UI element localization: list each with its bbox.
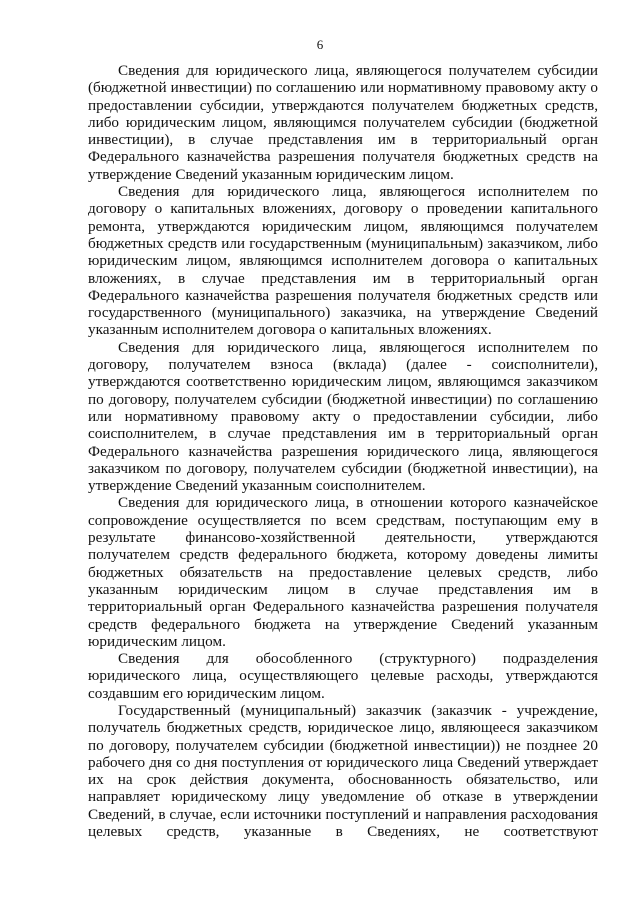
paragraph: Сведения для юридического лица, являющегося исполнителем по договору, получателем взноса (вклада) (далее - соисполнители), утверждаются соответственно юридическим лицом, являющимся заказчиком по договору, получателем субсидии (бюджетной инвестиции) по соглашению или нормативному правовому акту о предоставлении субсидии, либо соисполнителем, в случае представления им в территориальный орган Федерального казначейства разрешения юридического лица, являющегося заказчиком по договору, получателем субсидии (бюджетной инвестиции), на утверждение Сведений указанным соисполнителем. <box>88 338 598 495</box>
paragraph: Сведения для обособленного (структурного) подразделения юридического лица, осуществляющего целевые расходы, утверждаются создавшим его юридическим лицом. <box>88 650 598 702</box>
paragraph: Сведения для юридического лица, являющегося получателем субсидии (бюджетной инвестиции) по соглашению или нормативному правовому акту о предоставлении субсидии, утверждаются получателем бюджетных средств, либо юридическим лицом, являющимся получателем субсидии (бюджетной инвестиции), в случае представления им в территориальный орган Федерального казначейства разрешения получателя бюджетных средств на утверждение Сведений указанным юридическим лицом. <box>88 62 598 183</box>
paragraph: Государственный (муниципальный) заказчик (заказчик - учреждение, получатель бюджетных средств, юридическое лицо, являющееся заказчиком по договору, получателем субсидии (бюджетной инвестиции)) не позднее 20 рабочего дня со дня поступления от юридического лица Сведений утверждает их на срок действия документа, обоснованность обязательство, или направляет юридическому лицу уведомление об отказе в утверждении Сведений, в случае, если источники поступлений и направления расходования целевых средств, указанные в Сведениях, не соответствуют <box>88 701 598 841</box>
paragraph: Сведения для юридического лица, являющегося исполнителем по договору о капитальных вложениях, договору о проведении капитального ремонта, утверждаются юридическим лицом, являющимся получателем бюджетных средств или государственным (муниципальным) заказчиком, либо юридическим лицом, являющимся исполнителем договора о капитальных вложениях, в случае представления им в территориальный орган Федерального казначейства разрешения получателя бюджетных средств или государственного (муниципального) заказчика, на утверждение Сведений указанным исполнителем договора о капитальных вложениях. <box>88 183 598 339</box>
paragraph: Сведения для юридического лица, в отношении которого казначейское сопровождение осуществляется по всем средствам, поступающим ему в результате финансово-хозяйственной деятельности, утверждаются получателем средств федерального бюджета, которому доведены лимиты бюджетных обязательств на предоставление целевых средств, либо указанным юридическим лицом в случае представления им в территориальный орган Федерального казначейства разрешения получателя средств федерального бюджета на утверждение Сведений указанным юридическим лицом. <box>88 494 598 650</box>
document-body <box>88 62 598 840</box>
page-number: 6 <box>316 37 324 52</box>
